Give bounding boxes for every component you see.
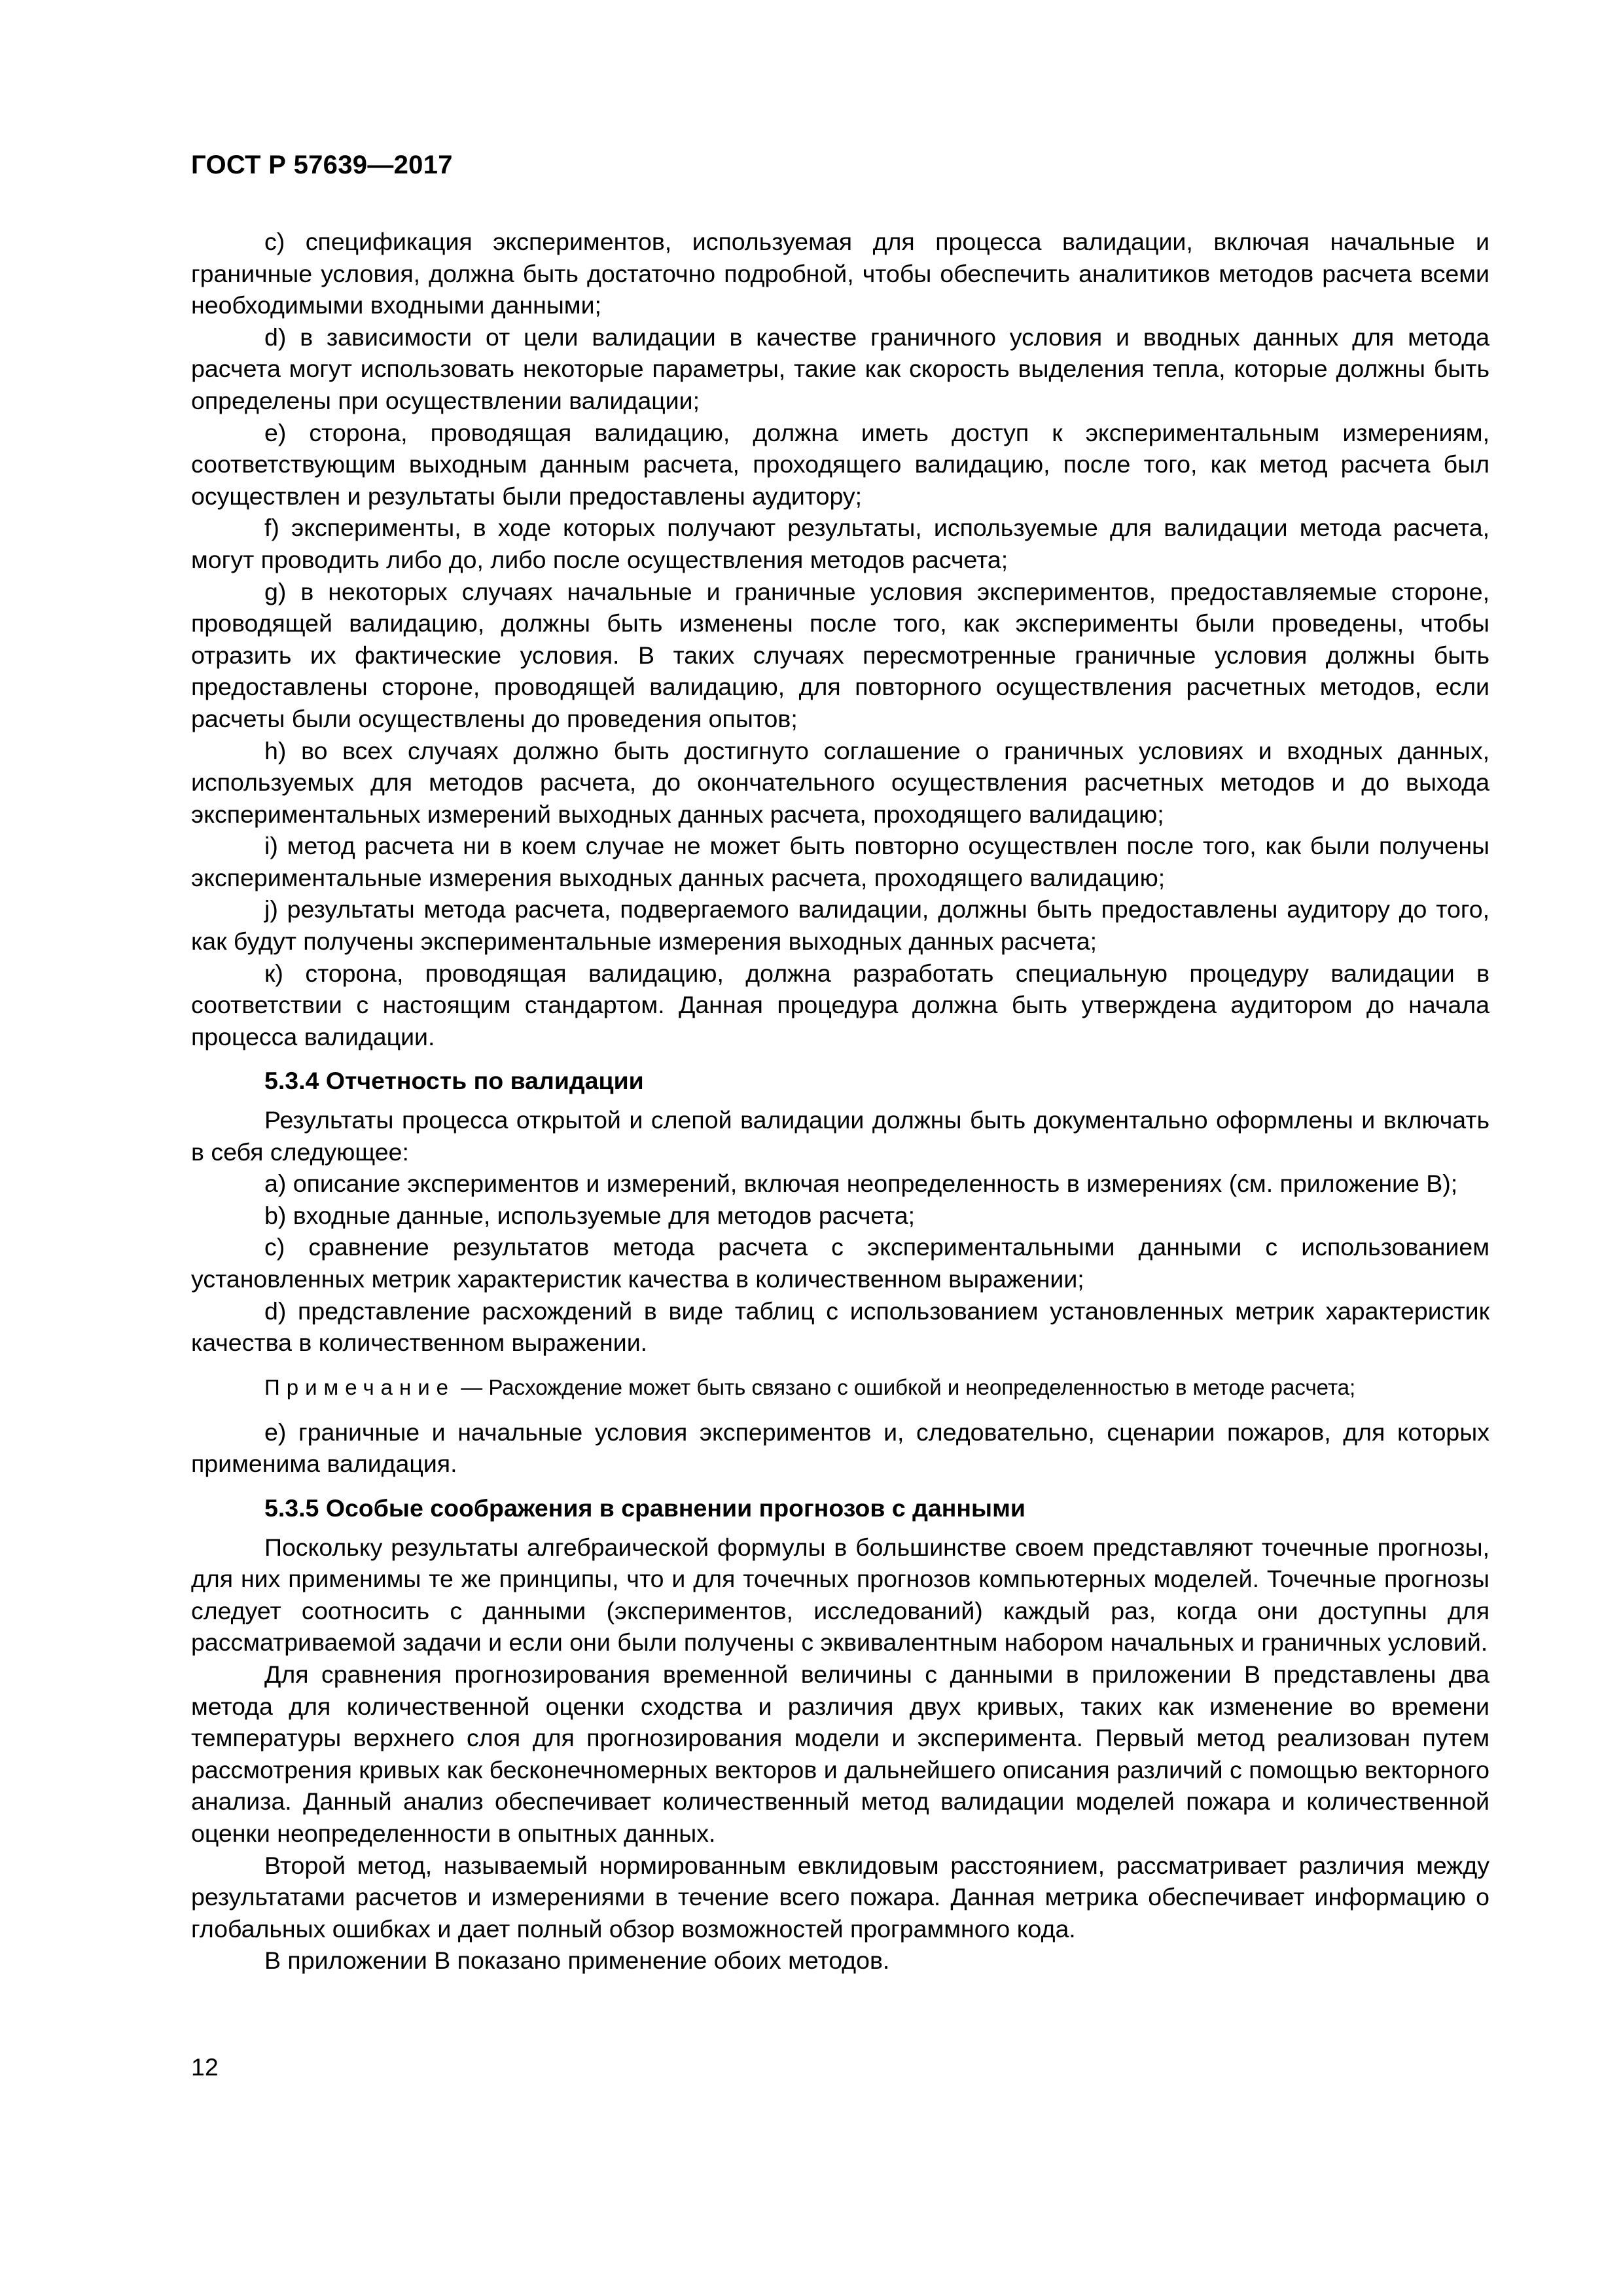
- note-label: Примечание: [264, 1374, 455, 1399]
- section-534-intro: Результаты процесса открытой и слепой валидации должны быть документально оформлены и включать в себя следующее:: [191, 1106, 1489, 1166]
- note-text: — Расхождение может быть связано с ошибкой и неопределенностью в методе расчета;: [455, 1374, 1356, 1399]
- list-item-k: к) сторона, проводящая валидацию, должна разработать специальную процедуру валидации в соответствии с настоящим стандартом. Данная процедура должна быть утверждена аудитором до начала процесса валидации.: [191, 959, 1489, 1050]
- section-535-paragraph-3: Второй метод, называемый нормированным евклидовым расстоянием, рассматривает различия между результатами расчетов и измерениями в течение всего пожара. Данная метрика обеспечивает информацию о глобальных ошибках и дает полный обзор возможностей программного кода.: [191, 1851, 1489, 1943]
- page-number: 12: [191, 2053, 219, 2081]
- section-535-paragraph-4: В приложении В показано применение обоих методов.: [264, 1946, 890, 1975]
- list-item-j: j) результаты метода расчета, подвергаемого валидации, должны быть предоставлены аудитору до того, как будут получены экспериментальные измерения выходных данных расчета;: [191, 895, 1489, 956]
- list-item-e: е) сторона, проводящая валидацию, должна иметь доступ к экспериментальным измерениям, соответствующим выходным данным расчета, проходящего валидацию, после того, как метод расчета был осуществлен и результаты были предоставлены аудитору;: [191, 418, 1489, 510]
- list-item-i: i) метод расчета ни в коем случае не может быть повторно осуществлен после того, как были получены экспериментальные измерения выходных данных расчета, проходящего валидацию;: [191, 832, 1489, 891]
- document-body: [191, 226, 1489, 1977]
- list-item-g: g) в некоторых случаях начальные и граничные условия экспериментов, предоставляемые стороне, проводящей валидацию, должны быть изменены после того, как эксперименты были проведены, чтобы отразить их фактические условия. В таких случаях пересмотренные граничные условия должны быть предоставлены стороне, проводящей валидацию, для повторного осуществления расчетных методов, если расчеты были осуществлены до проведения опытов;: [191, 577, 1489, 732]
- section-heading-5-3-4: 5.3.4 Отчетность по валидации: [264, 1067, 644, 1095]
- section-535-paragraph-2: Для сравнения прогнозирования временной величины с данными в приложении В представлены два метода для количественной оценки сходства и различия двух кривых, таких как изменение во времени температуры верхнего слоя для прогнозирования модели и эксперимента. Первый метод реализован путем рассмотрения кривых как бесконечномерных векторов и дальнейшего описания различий с помощью векторного анализа. Данный анализ обеспечивает количественный метод валидации моделей пожара и количественной оценки неопределенности в опытных данных.: [191, 1660, 1489, 1847]
- section-heading-5-3-5: 5.3.5 Особые соображения в сравнении прогнозов с данными: [264, 1494, 1026, 1522]
- document-header: ГОСТ Р 57639—2017: [191, 151, 453, 179]
- section-535-paragraph-1: Поскольку результаты алгебраической формулы в большинстве своем представляют точечные прогнозы, для них применимы те же принципы, что и для точечных прогнозов компьютерных моделей. Точечные прогнозы следует соотносить с данными (экспериментов, исследований) каждый раз, когда они доступны для рассматриваемой задачи и если они были получены с эквивалентным набором начальных и граничных условий.: [191, 1533, 1489, 1657]
- section-534-item-e: е) граничные и начальные условия экспериментов и, следовательно, сценарии пожаров, для которых применима валидация.: [191, 1418, 1489, 1478]
- section-534-item-a: а) описание экспериментов и измерений, включая неопределенность в измерениях (см. приложение В);: [264, 1170, 1458, 1198]
- list-item-d: d) в зависимости от цели валидации в качестве граничного условия и вводных данных для метода расчета могут использовать некоторые параметры, такие как скорость выделения тепла, которые должны быть определены при осуществлении валидации;: [191, 323, 1489, 414]
- section-534-item-d: d) представление расхождений в виде таблиц с использованием установленных метрик характеристик качества в количественном выражении.: [191, 1297, 1489, 1357]
- section-534-item-c: с) сравнение результатов метода расчета с экспериментальными данными с использованием установленных метрик характеристик качества в количественном выражении;: [191, 1233, 1489, 1293]
- list-item-c: с) спецификация экспериментов, используемая для процесса валидации, включая начальные и граничные условия, должна быть достаточно подробной, чтобы обеспечить аналитиков методов расчета всеми необходимыми входными данными;: [191, 228, 1489, 319]
- list-item-f: f) эксперименты, в ходе которых получают результаты, используемые для валидации метода расчета, могут проводить либо до, либо после осуществления методов расчета;: [191, 514, 1489, 573]
- section-534-item-b: b) входные данные, используемые для методов расчета;: [264, 1201, 916, 1229]
- note: [191, 1372, 1489, 1403]
- list-item-h: h) во всех случаях должно быть достигнуто соглашение о граничных условиях и входных данных, используемых для методов расчета, до окончательного осуществления расчетных методов и до выхода экспериментальных измерений выходных данных расчета, проходящего валидацию;: [191, 736, 1489, 828]
